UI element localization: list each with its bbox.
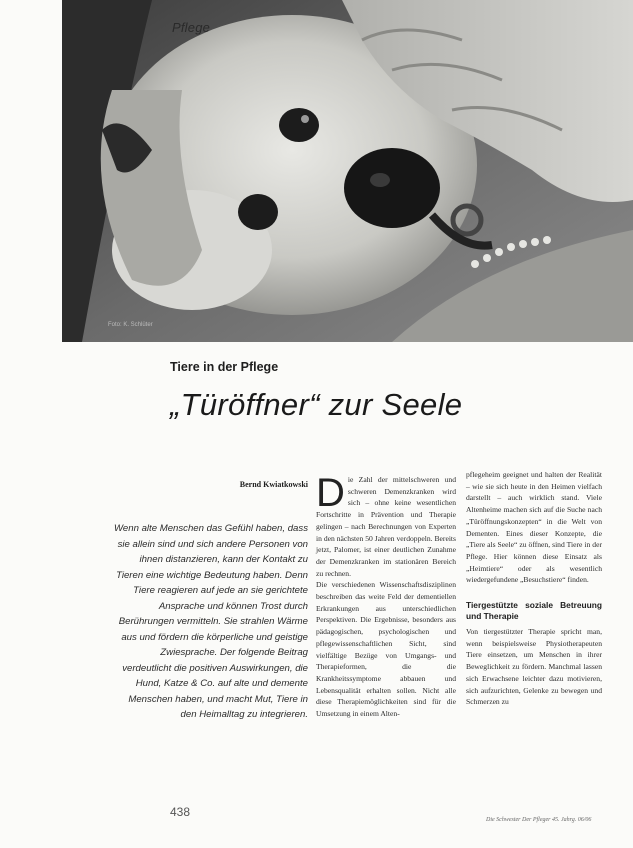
- body-paragraph: ie Zahl der mittelschweren und schweren Demenzkranken wird sich – ohne keine wesentlichen Fortschritte in Prävention und Therapie gelingen – nach Berechnungen von Experten in den nächsten 50 Jahren verdoppeln. Bereits jetzt, Palomer, ist einer deutlichen Zunahme der Demenzkranken im stationären Bereich zu rechnen.: [316, 475, 456, 578]
- photo-credit: Foto: K. Schlüter: [108, 322, 153, 328]
- subheading: Tiergestützte soziale Betreuung und Therapie: [466, 600, 602, 622]
- page-number: 438: [170, 805, 191, 819]
- body-paragraph: Die verschiedenen Wissenschaftsdisziplinen beschreiben das weite Feld der dementiellen Erkrankungen aus unterschiedlichen Perspektiven. Die Ergebnisse, besonders aus pädagogischen, psychologischen und pflegewissenschaftlichen Sicht, sind vielfältige Bezüge von Umgangs- und Therapieformen, die die Krankheitssymptome abbauen und Lebensqualität erhalten sollen. Nicht alle diese Therapiemöglichkeiten sind für die Umsetzung in einem Alten-: [316, 580, 456, 719]
- lead-paragraph: Wenn alte Menschen das Gefühl haben, dass sie allein sind und sich andere Personen von ihnen distanzieren, kann der Kontakt zu Tieren eine wichtige Bedeutung haben. Denn Tiere reagieren auf jede an sie gerichtete Ansprache und können Trost durch Berührungen vermitteln. Sie strahlen Wärme aus und fördern die körperliche und geistige Zwiesprache. Der folgende Beitrag verdeutlicht die positiven Auswirkungen, die Hund, Katze & Co. auf alte und demente Menschen haben, und macht Mut, Tiere in den Heimalltag zu integrieren.: [114, 523, 308, 720]
- body-paragraph: pflegeheim geeignet und halten der Realität – wie sie sich heute in den Heimen vielfach darstellt – auch wirklich stand. Viele Altenheime machen sich auf die Suche nach „Türöffnungskonzepten“ in die Welt von Dementen. Eines dieser Konzepte, die „Tiere als Seele“ zu öffnen, sind Tiere in der Pflege. Hier können diese Einsatz als „Heimtiere“ oder als wesentlich wiedergefundene „Besuchstiere“ finden.: [466, 470, 602, 585]
- section-tag: Pflege: [172, 20, 211, 35]
- dog-photo: [62, 0, 633, 342]
- author-byline: Bernd Kwiatkowski: [239, 480, 308, 489]
- drop-cap: D: [316, 471, 345, 515]
- kicker: Tiere in der Pflege: [170, 360, 279, 374]
- footer-source: Die Schwester Der Pfleger 45. Jahrg. 06/06: [486, 817, 592, 823]
- body-paragraph: Von tiergestützter Therapie spricht man, wenn beispielsweise Physiotherapeuten Tiere einsetzen, um Menschen in ihrer Beweglichkeit zu fördern. Manchmal lassen sich Erwachsene leichter dazu motivieren, sich aufzurichten, Gelenke zu bewegen und Schmerzen zu: [466, 627, 602, 707]
- dog-photo-image: [62, 0, 633, 342]
- article-column-2: [466, 469, 602, 708]
- article-column-1: [316, 471, 456, 720]
- headline: „Türöffner“ zur Seele: [170, 387, 463, 422]
